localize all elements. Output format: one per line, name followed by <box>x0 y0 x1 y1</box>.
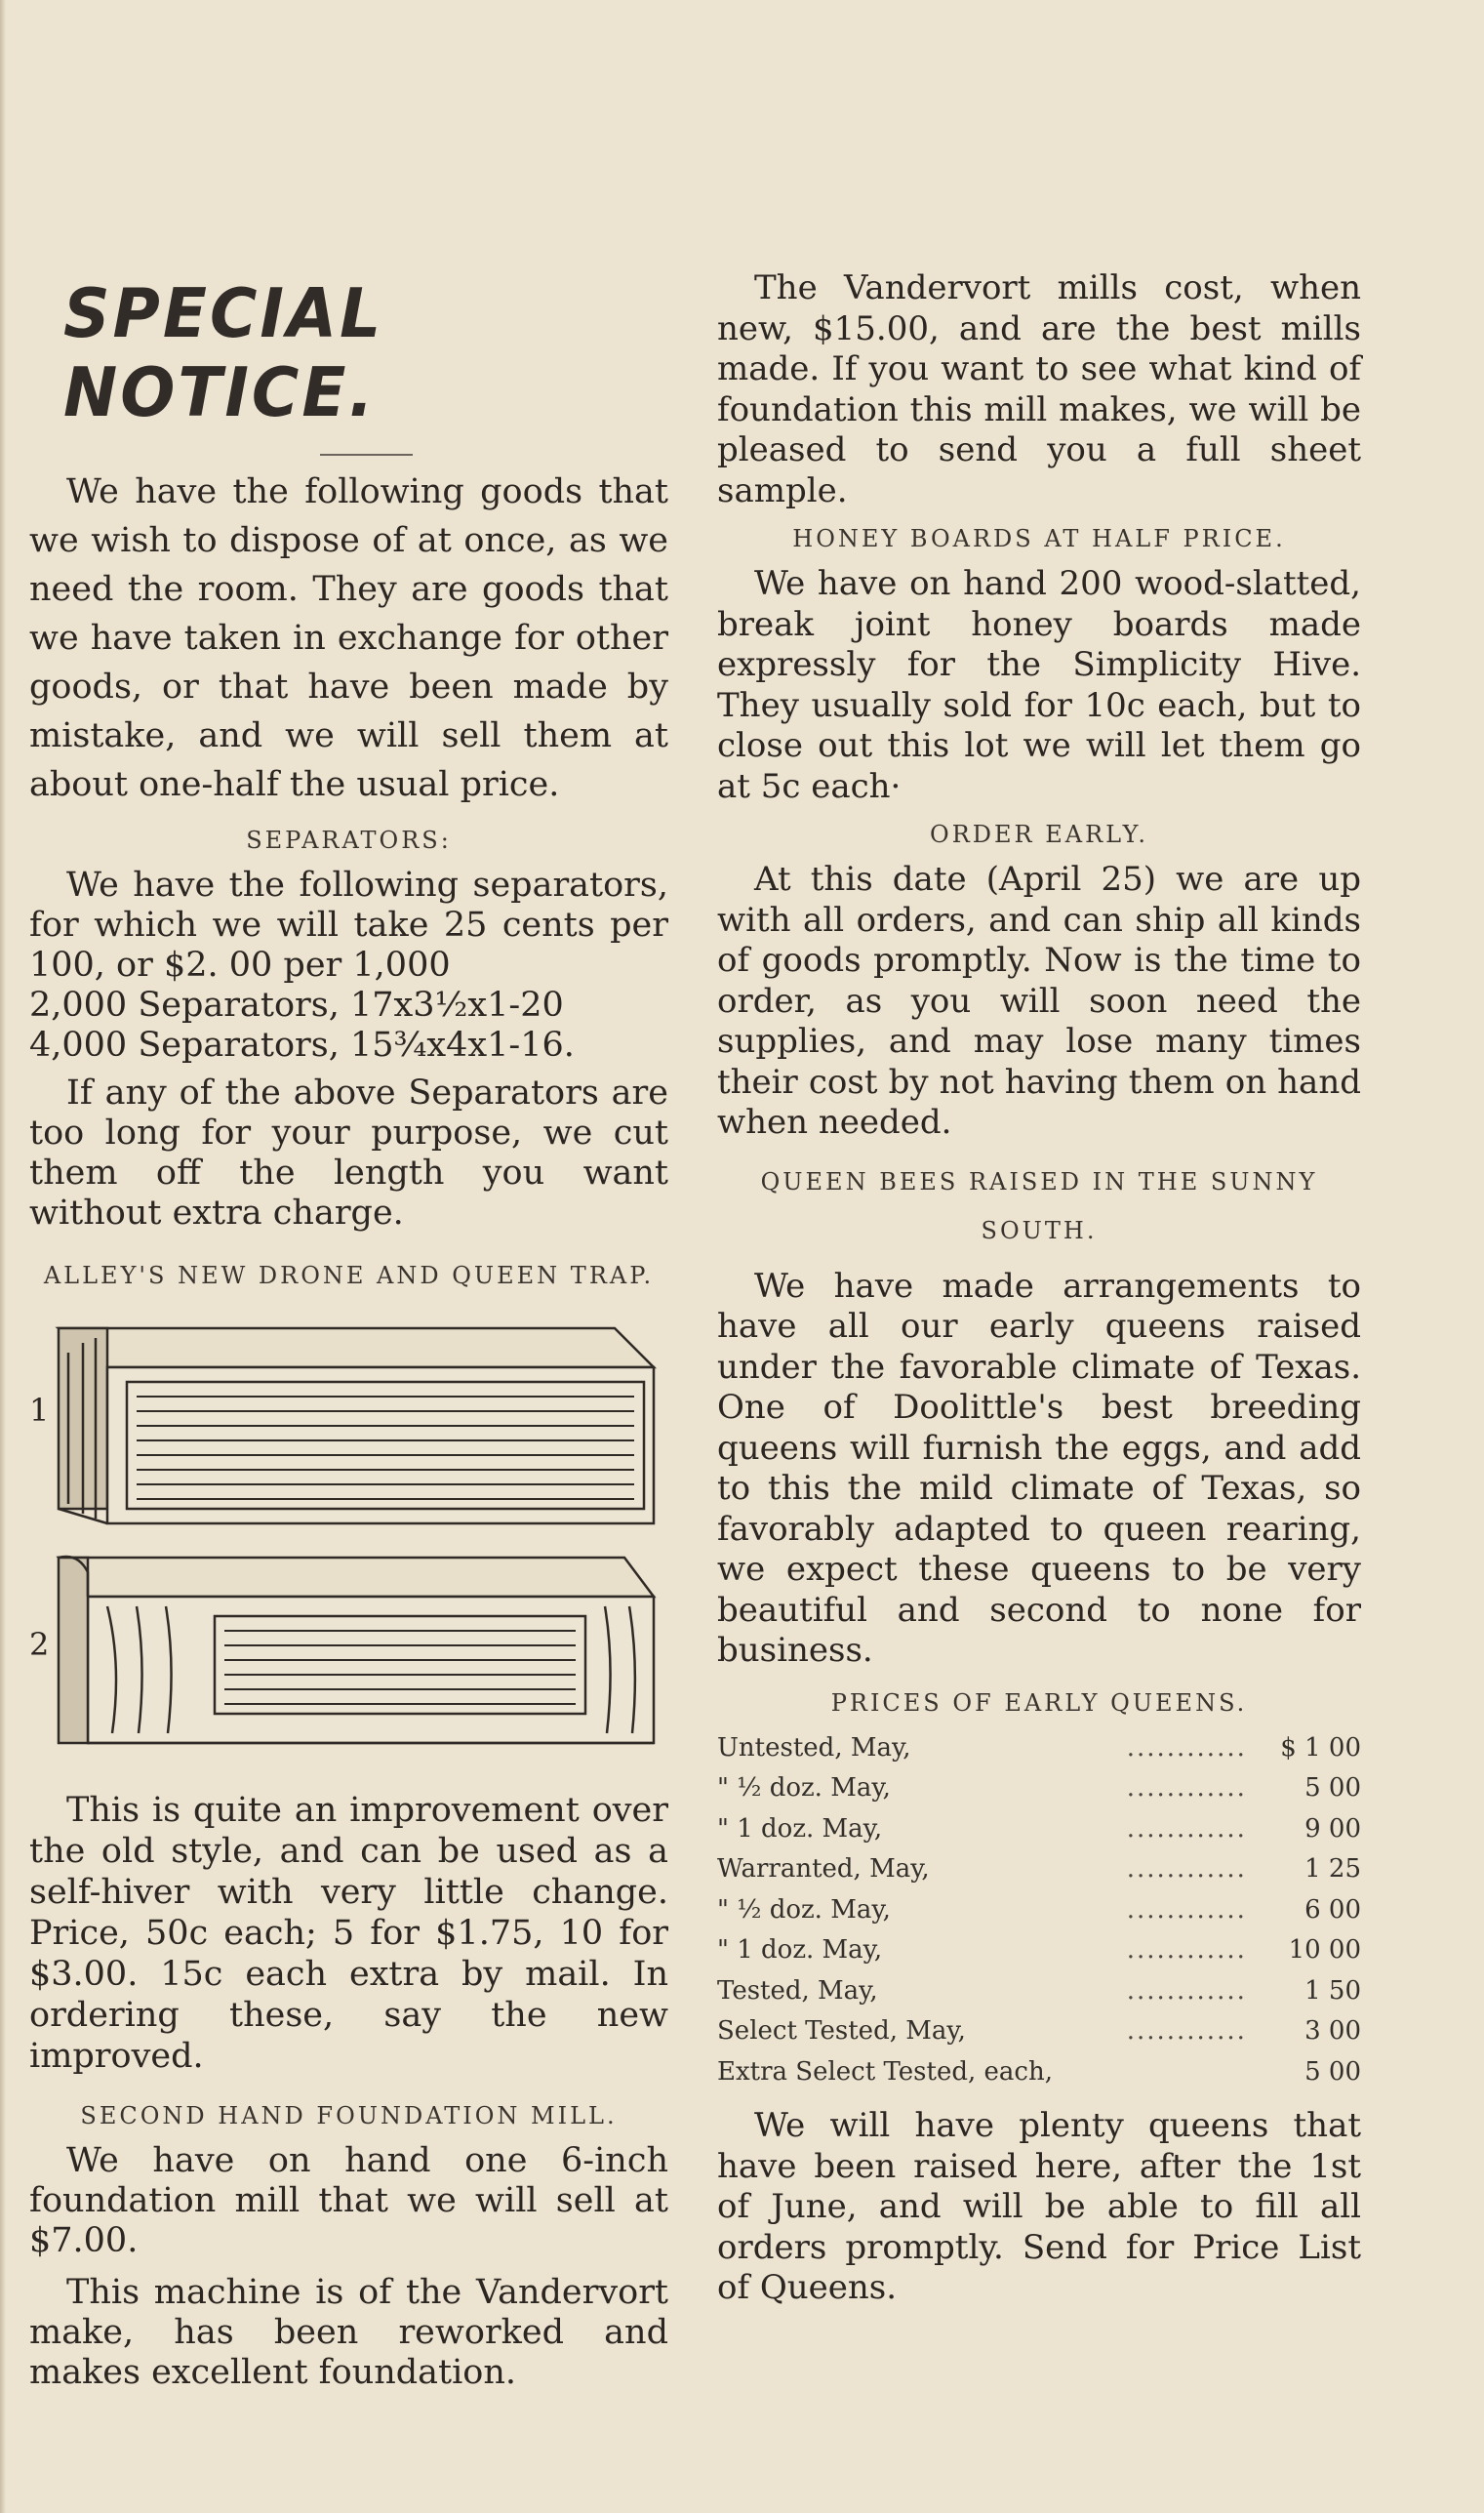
price-row <box>717 1728 1361 1769</box>
price-leader: ............ <box>1126 1732 1247 1763</box>
price-item: Tested, May, <box>717 1975 878 2006</box>
price-table <box>717 1728 1361 2093</box>
price-item: Select Tested, May, <box>717 2016 966 2046</box>
price-value: 1 25 <box>1304 1854 1361 1884</box>
intro-paragraph: We have the following goods that we wish to dispose of at once, as we need the room. They are goods that we have taken in exchange for other goods, or that have been made by mistake, and we will sell them at about one-half the usual price. <box>29 472 668 804</box>
price-item: " ½ doz. May, <box>717 1773 891 1803</box>
separator-item-1: 2,000 Separators, 17x3½x1-20 <box>29 986 564 1025</box>
price-value: 9 00 <box>1304 1813 1361 1844</box>
price-item: Warranted, May, <box>717 1854 930 1884</box>
price-row <box>717 1930 1361 1971</box>
price-row <box>717 1890 1361 1931</box>
separators-text: We have the following separators, for which we will take 25 cents per 100, or $2. 00 per 1,000 <box>29 866 668 985</box>
price-value: 3 00 <box>1304 2016 1361 2046</box>
trap-paragraph: This is quite an improvement over the old style, and can be used as a self-hiver with very little change. Price, 50c each; 5 for $1.75, 10 for $3.00. 15c each extra by mail. In ordering these, say the new improved. <box>29 1791 668 2076</box>
honey-boards-heading: HONEY BOARDS AT HALF PRICE. <box>792 525 1286 552</box>
right-column <box>717 268 1361 2309</box>
mill-heading: SECOND HAND FOUNDATION MILL. <box>80 2102 618 2129</box>
order-early-paragraph: At this date (April 25) we are up with all orders, and can ship all kinds of goods promptly. Now is the time to order, as you will soon need the supplies, and may lose many times their cost by not having them on hand when needed. <box>717 860 1361 1142</box>
mill-paragraph: We have on hand one 6-inch foundation mill that we will sell at $7.00. <box>29 2141 668 2260</box>
separators-note: If any of the above Separators are too long for your purpose, we cut them off the length you want without extra charge. <box>29 1074 668 1233</box>
trap-figure-2-label: 2 <box>29 1626 50 1663</box>
page-title: SPECIAL NOTICE. <box>63 274 384 432</box>
price-leader: ............ <box>1126 1894 1247 1925</box>
queen-bees-heading: QUEEN BEES RAISED IN THE SUNNY SOUTH. <box>760 1167 1318 1244</box>
price-leader: ............ <box>1126 1854 1247 1884</box>
price-leader: ............ <box>1126 1773 1247 1803</box>
trap-figure-1-label: 1 <box>29 1392 50 1429</box>
separators-paragraph <box>29 866 668 986</box>
closing-paragraph: We will have plenty queens that have been raised here, after the 1st of June, and will be able to fill all orders promptly. Send for Price List of Queens. <box>717 2106 1361 2307</box>
price-row <box>717 2011 1361 2052</box>
prices-heading: PRICES OF EARLY QUEENS. <box>830 1688 1248 1717</box>
price-value: 1 50 <box>1304 1975 1361 2006</box>
price-leader: ............ <box>1126 1975 1247 2006</box>
trap-heading: ALLEY'S NEW DRONE AND QUEEN TRAP. <box>43 1262 655 1289</box>
separators-heading: SEPARATORS: <box>246 827 452 854</box>
title-divider <box>320 454 413 456</box>
price-value: 10 00 <box>1288 1935 1361 1965</box>
price-leader: ............ <box>1126 1813 1247 1844</box>
price-row <box>717 2052 1361 2093</box>
page-edge <box>0 0 6 2513</box>
price-item: " 1 doz. May, <box>717 1935 883 1965</box>
price-item: Extra Select Tested, each, <box>717 2056 1053 2087</box>
price-item: " ½ doz. May, <box>717 1894 891 1925</box>
price-value: 5 00 <box>1304 2056 1361 2087</box>
left-column <box>29 263 668 2393</box>
price-leader: ............ <box>1126 2016 1247 2046</box>
price-leader: ............ <box>1126 1935 1247 1965</box>
price-item: Untested, May, <box>717 1732 911 1763</box>
separator-item-2: 4,000 Separators, 15¾x4x1-16. <box>29 1026 575 1065</box>
price-value: 6 00 <box>1304 1894 1361 1925</box>
queen-bees-paragraph: We have made arrangements to have all our early queens raised under the favorable climate of Texas. One of Doolittle's best breeding queens will furnish the eggs, and add to this the mild climate of Texas, so favorably adapted to queen rearing, we expect these queens to be very beautiful and second to none for business. <box>717 1266 1361 1670</box>
mill-paragraph-2: This machine is of the Vandervort make, has been reworked and makes excellent foundation. <box>29 2273 668 2392</box>
price-value: 5 00 <box>1304 1773 1361 1803</box>
price-leader <box>1127 2052 1273 2093</box>
price-row <box>717 1768 1361 1809</box>
drone-trap-drawing <box>29 1314 668 1782</box>
price-row <box>717 1809 1361 1850</box>
price-value: $ 1 00 <box>1280 1732 1361 1763</box>
honey-boards-paragraph: We have on hand 200 wood-slatted, break joint honey boards made expressly for the Simplicity Hive. They usually sold for 10c each, but to close out this lot we will let them go at 5c each· <box>717 564 1361 806</box>
order-early-heading: ORDER EARLY. <box>930 821 1148 848</box>
price-item: " 1 doz. May, <box>717 1813 883 1844</box>
price-row <box>717 1971 1361 2012</box>
price-row <box>717 1849 1361 1890</box>
mill-continued-paragraph: The Vandervort mills cost, when new, $15.00, and are the best mills made. If you want to see what kind of foundation this mill makes, we will be pleased to send you a full sheet sample. <box>717 268 1361 510</box>
trap-illustration <box>29 1314 668 1782</box>
